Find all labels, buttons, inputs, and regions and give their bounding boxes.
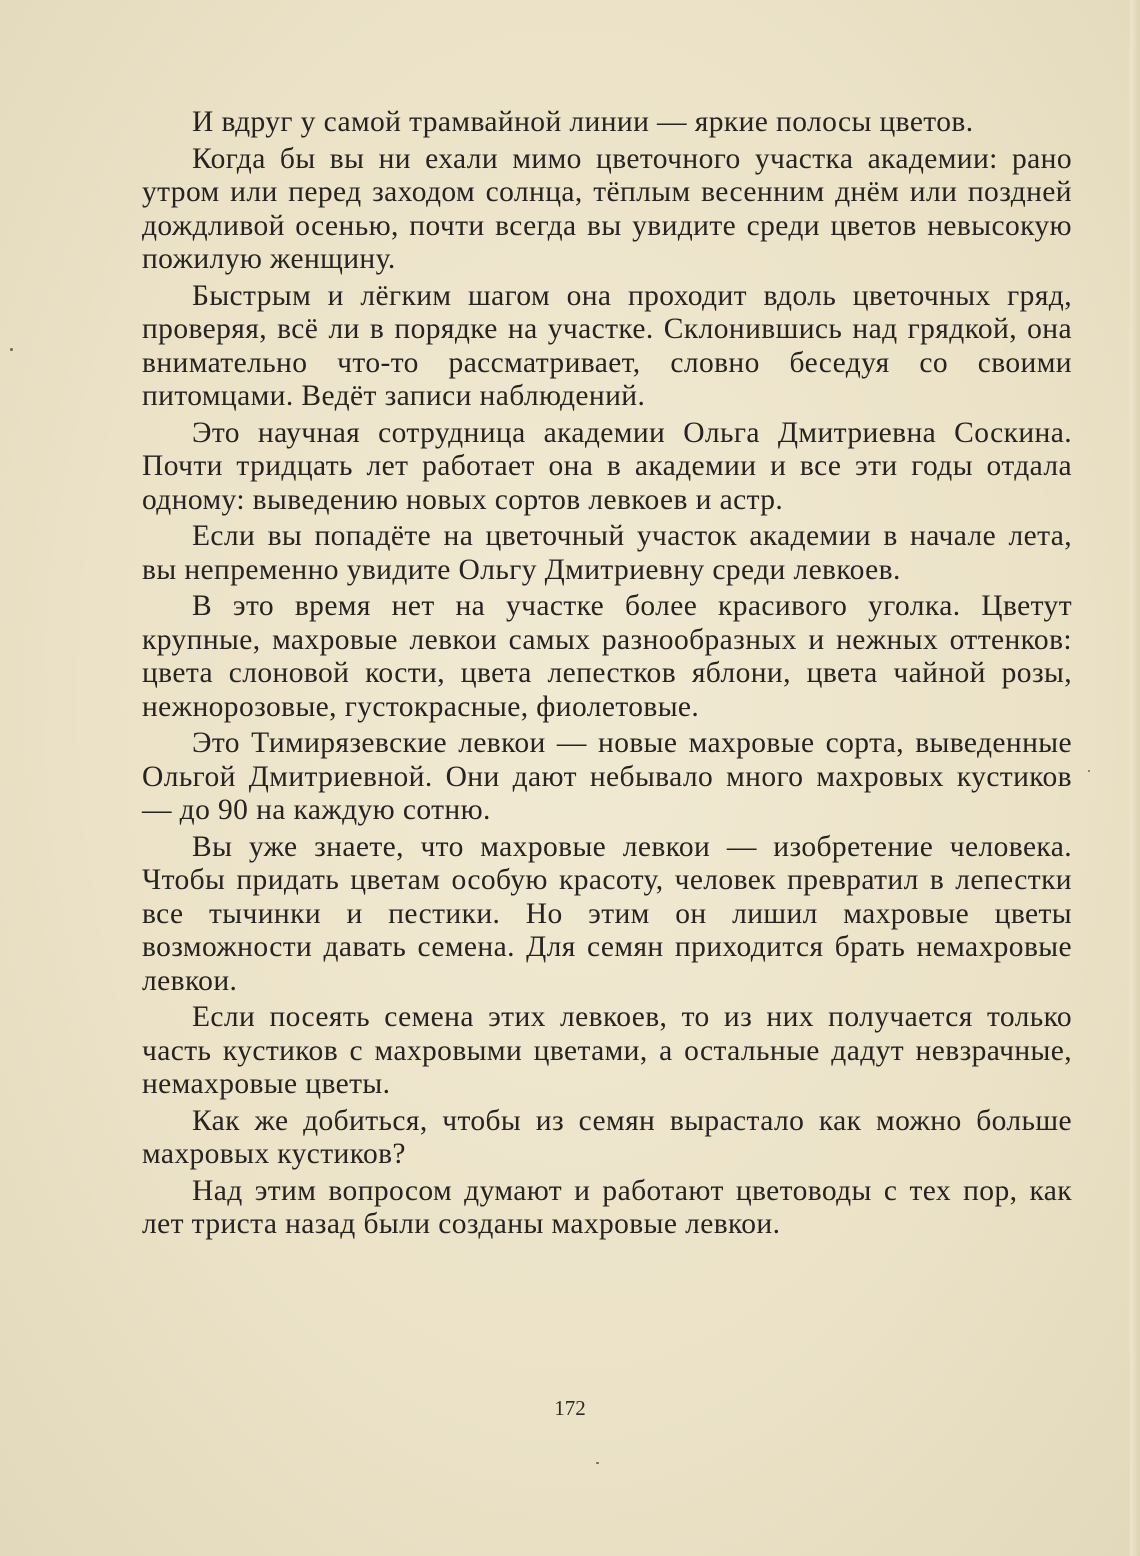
paragraph: Это Тимирязевские левкои — новые махровые сорта, выведенные Ольгой Дмитриевной. Они дают небывало много махровых кустиков — до 90 на каждую сотню. (142, 727, 1072, 826)
paragraph: Вы уже знаете, что махровые левкои — изобретение человека. Чтобы придать цветам особую красоту, человек превратил в лепестки все тычинки и пестики. Но этим он лишил махровые цветы возможности давать семена. Для семян приходится брать немахровые левкои. (142, 830, 1072, 997)
paragraph: Это научная сотрудница академии Ольга Дмитриевна Соскина. Почти тридцать лет работает она в академии и все эти годы отдала одному: выведению новых сортов левкоев и астр. (142, 416, 1072, 516)
paragraph: Быстрым и лёгким шагом она проходит вдоль цветочных гряд, проверяя, всё ли в порядке на участке. Склонившись над грядкой, она внимательно что-то рассматривает, словно беседуя со своими питомцами. Ведёт записи наблюдений. (142, 279, 1072, 412)
paper-speck (1088, 770, 1090, 772)
paragraph: В это время нет на участке более красивого уголка. Цветут крупные, махровые левкои самых разнообразных и нежных оттенков: цвета слоновой кости, цвета лепестков яблони, цвета чайной розы, нежнорозовые, густокрасные, фиолетовые. (142, 590, 1072, 723)
paragraph: Если вы попадёте на цветочный участок академии в начале лета, вы непременно увидите Ольгу Дмитриевну среди левкоев. (142, 520, 1072, 586)
paper-speck (596, 1462, 599, 1464)
paragraph: И вдруг у самой трамвайной линии — яркие полосы цветов. (192, 106, 974, 138)
paragraph: Как же добиться, чтобы из семян вырастало как можно больше махровых кустиков? (142, 1104, 1072, 1170)
page-edge-shadow (1130, 0, 1140, 1556)
paragraph: Когда бы вы ни ехали мимо цветочного участка академии: рано утром или перед заходом солнца, тёплым весенним днём или поздней дождливой осенью, почти всегда вы увидите среди цветов невысокую пожилую женщину. (142, 142, 1072, 275)
body-text (142, 106, 1072, 1245)
paragraph: Над этим вопросом думают и работают цветоводы с тех пор, как лет триста назад были созданы махровые левкои. (142, 1174, 1072, 1240)
page-number: 172 (554, 1396, 586, 1420)
paragraph: Если посеять семена этих левкоев, то из них получается только часть кустиков с махровыми цветами, а остальные дадут невзрачные, немахровые цветы. (142, 1001, 1072, 1100)
paper-speck (10, 348, 13, 351)
